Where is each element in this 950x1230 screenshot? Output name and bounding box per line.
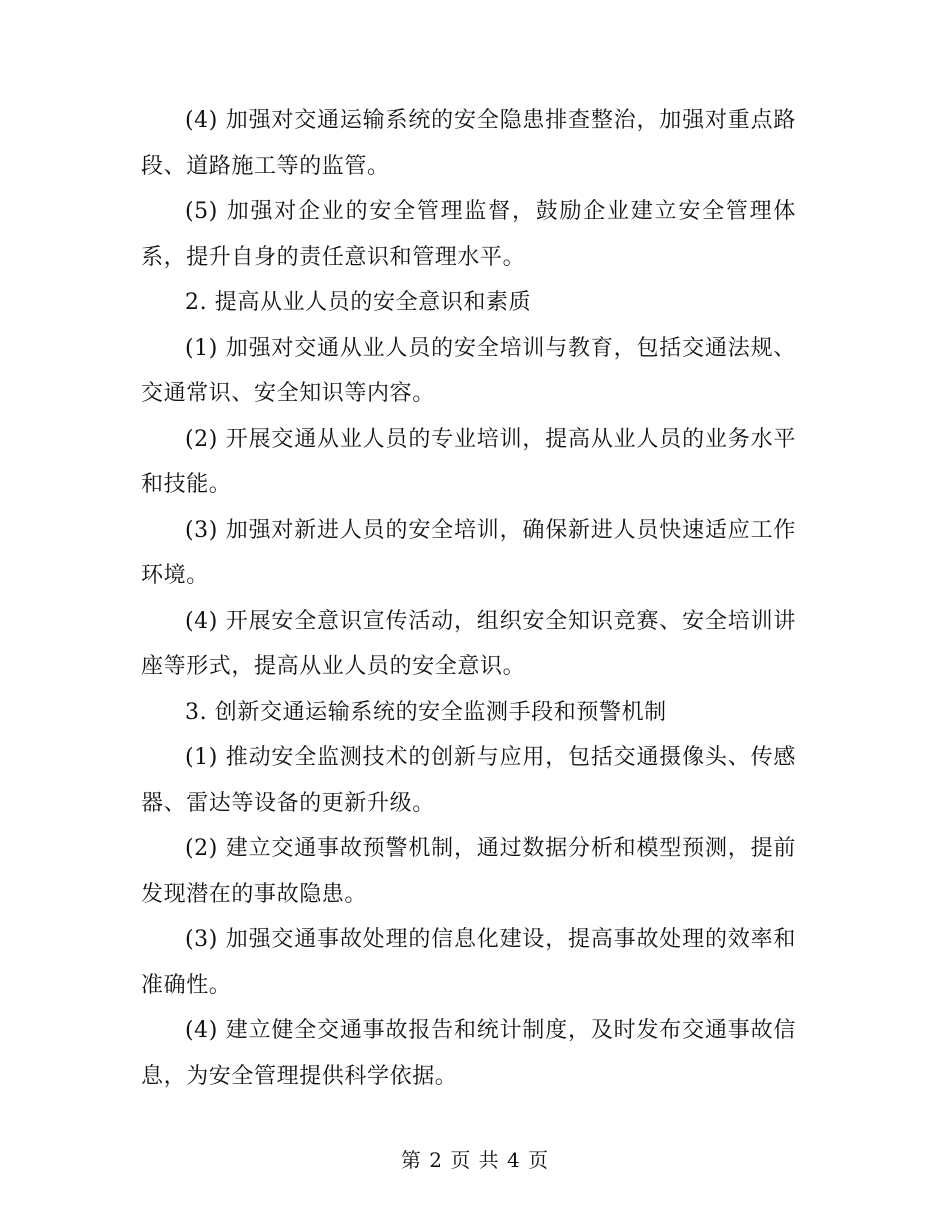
section-heading-2: 2. 提高从业人员的安全意识和素质 — [185, 290, 532, 315]
page-number-label: 第 2 页 共 4 页 — [400, 1148, 550, 1172]
paragraph-item-1-monitoring-technology: (1) 推动安全监测技术的创新与应用，包括交通摄像头、传感器、雷达等设备的更新升级。 — [141, 745, 796, 816]
paragraph-item-4-hazard-inspection: (4) 加强对交通运输系统的安全隐患排查整治，加强对重点路段、道路施工等的监管。 — [141, 108, 796, 179]
paragraph-item-3-informatization: (3) 加强交通事故处理的信息化建设，提高事故处理的效率和准确性。 — [141, 927, 796, 998]
section-heading-3: 3. 创新交通运输系统的安全监测手段和预警机制 — [185, 699, 667, 725]
page-footer — [0, 1146, 950, 1174]
paragraph-item-3-new-staff-training: (3) 加强对新进人员的安全培训，确保新进人员快速适应工作环境。 — [141, 517, 796, 588]
paragraph-item-5-enterprise-supervision: (5) 加强对企业的安全管理监督，鼓励企业建立安全管理体系，提升自身的责任意识和管理水平。 — [141, 199, 796, 270]
document-body — [141, 98, 796, 1099]
paragraph-item-4-reporting-system: (4) 建立健全交通事故报告和统计制度，及时发布交通事故信息，为安全管理提供科学依据。 — [141, 1018, 796, 1089]
paragraph-item-4-awareness-campaign: (4) 开展安全意识宣传活动，组织安全知识竞赛、安全培训讲座等形式，提高从业人员的安全意识。 — [141, 608, 796, 679]
paragraph-item-2-professional-training: (2) 开展交通从业人员的专业培训，提高从业人员的业务水平和技能。 — [141, 426, 796, 497]
paragraph-item-1-safety-training: (1) 加强对交通从业人员的安全培训与教育，包括交通法规、交通常识、安全知识等内容。 — [141, 335, 796, 406]
paragraph-item-2-warning-mechanism: (2) 建立交通事故预警机制，通过数据分析和模型预测，提前发现潜在的事故隐患。 — [141, 836, 796, 907]
